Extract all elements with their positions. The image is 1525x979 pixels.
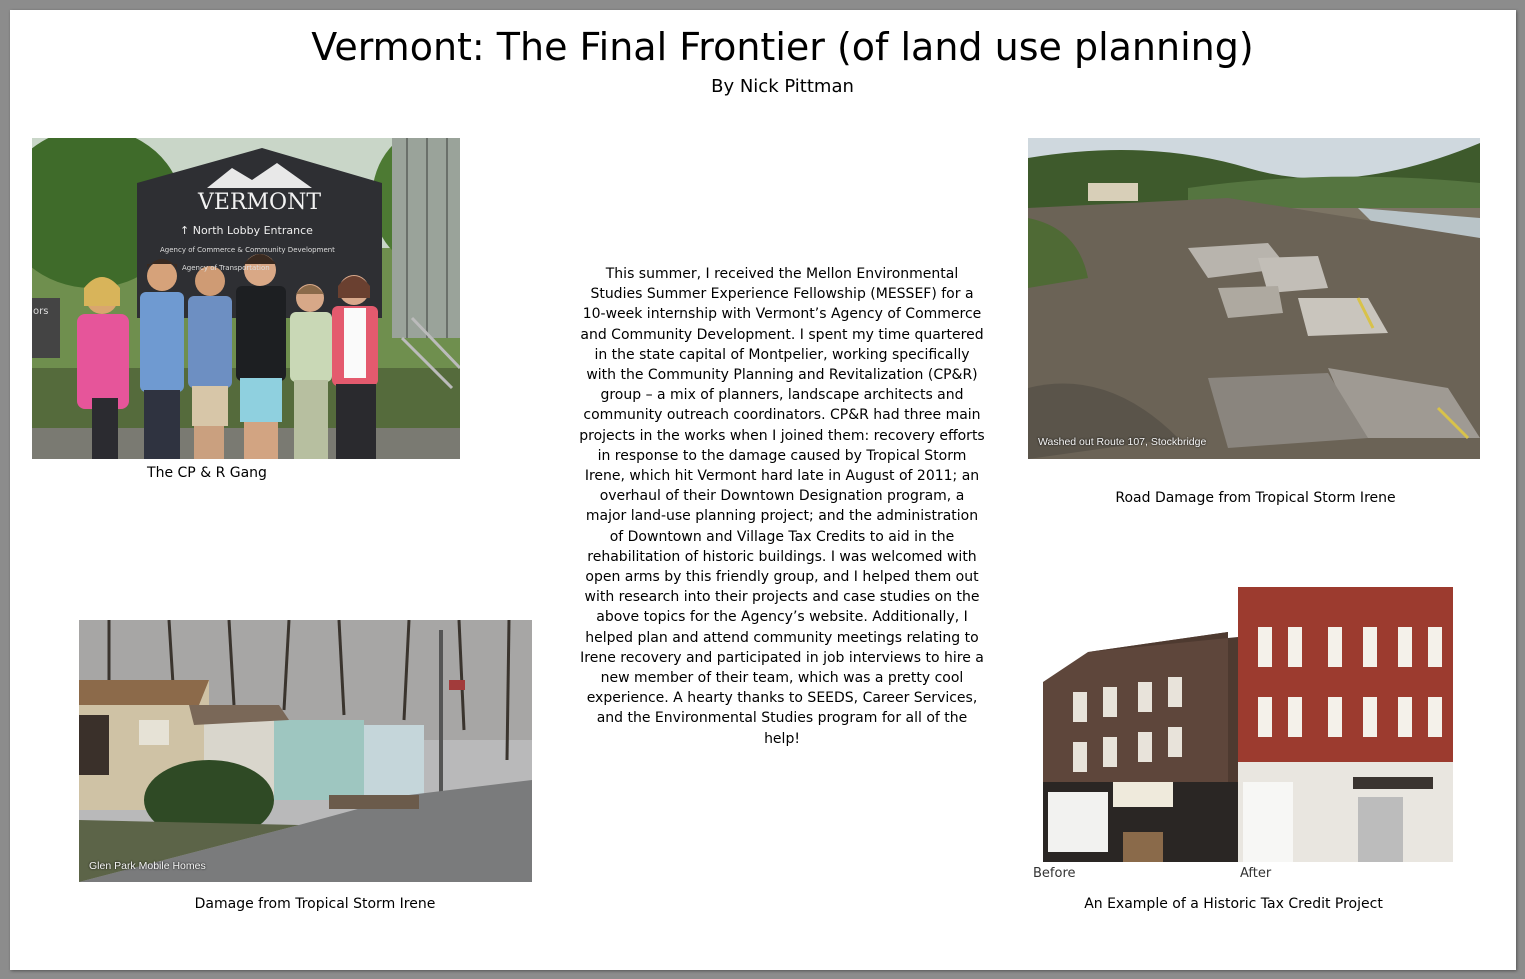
photo-historic-tax-credit — [1028, 582, 1453, 862]
photo-cpr-gang-illustration — [32, 138, 460, 459]
photo-road-damage — [1028, 138, 1480, 459]
overlay-road-label: Washed out Route 107, Stockbridge — [1038, 436, 1207, 448]
photo-mobile-homes — [79, 620, 532, 882]
sign-lobby-text: ↑ North Lobby Entrance — [180, 224, 313, 237]
poster-body-text: This summer, I received the Mellon Environmental Studies Summer Experience Fellowship (MESSEF) for a 10-week internship with Vermont’s Agency of Commerce and Community Development. I spent my time quartered in the state capital of Montpelier, working specifically with the Community Planning and Revitalization (CP&R) group – a mix of planners, landscape architects and community outreach coordinators. CP&R had three main projects in the works when I joined them: recovery efforts in response to the damage caused by Tropical Storm Irene, which hit Vermont hard late in August of 2011; an overhaul of their Downtown Designation program, a major land-use planning project; and the administration of Downtown and Village Tax Credits to aid in the rehabilitation of historic buildings. I was welcomed with open arms by this friendly group, and I helped them out with research into their projects and case studies on the above topics for the Agency’s website. Additionally, I helped plan and attend community meetings relating to Irene recovery and participated in job interviews to hire a new member of their team, which was a pretty cool experience. A hearty thanks to SEEDS, Career Services, and the Environmental Studies program for all of the help! — [579, 266, 985, 747]
caption-road-damage: Road Damage from Tropical Storm Irene — [1115, 490, 1396, 506]
photo-mobile-homes-illustration — [79, 620, 532, 882]
poster-byline: By Nick Pittman — [711, 76, 854, 97]
sign-vermont-text: VERMONT — [198, 190, 321, 215]
side-sign-text: ors — [33, 306, 49, 317]
caption-cpr-gang: The CP & R Gang — [147, 465, 267, 481]
caption-historic-tax-credit: An Example of a Historic Tax Credit Project — [1084, 896, 1383, 912]
after-label: After — [1240, 866, 1272, 881]
photo-tax-illustration — [1028, 582, 1453, 862]
sign-agency-text: Agency of Commerce & Community Development — [160, 246, 335, 254]
photo-cpr-gang — [32, 138, 460, 459]
sign-transport-text: Agency of Transportation — [182, 264, 270, 272]
caption-mobile-homes: Damage from Tropical Storm Irene — [194, 896, 436, 912]
photo-road-damage-illustration — [1028, 138, 1480, 459]
before-label: Before — [1033, 866, 1076, 881]
poster-title: Vermont: The Final Frontier (of land use planning) — [311, 25, 1254, 69]
overlay-mobile-label: Glen Park Mobile Homes — [89, 860, 206, 872]
